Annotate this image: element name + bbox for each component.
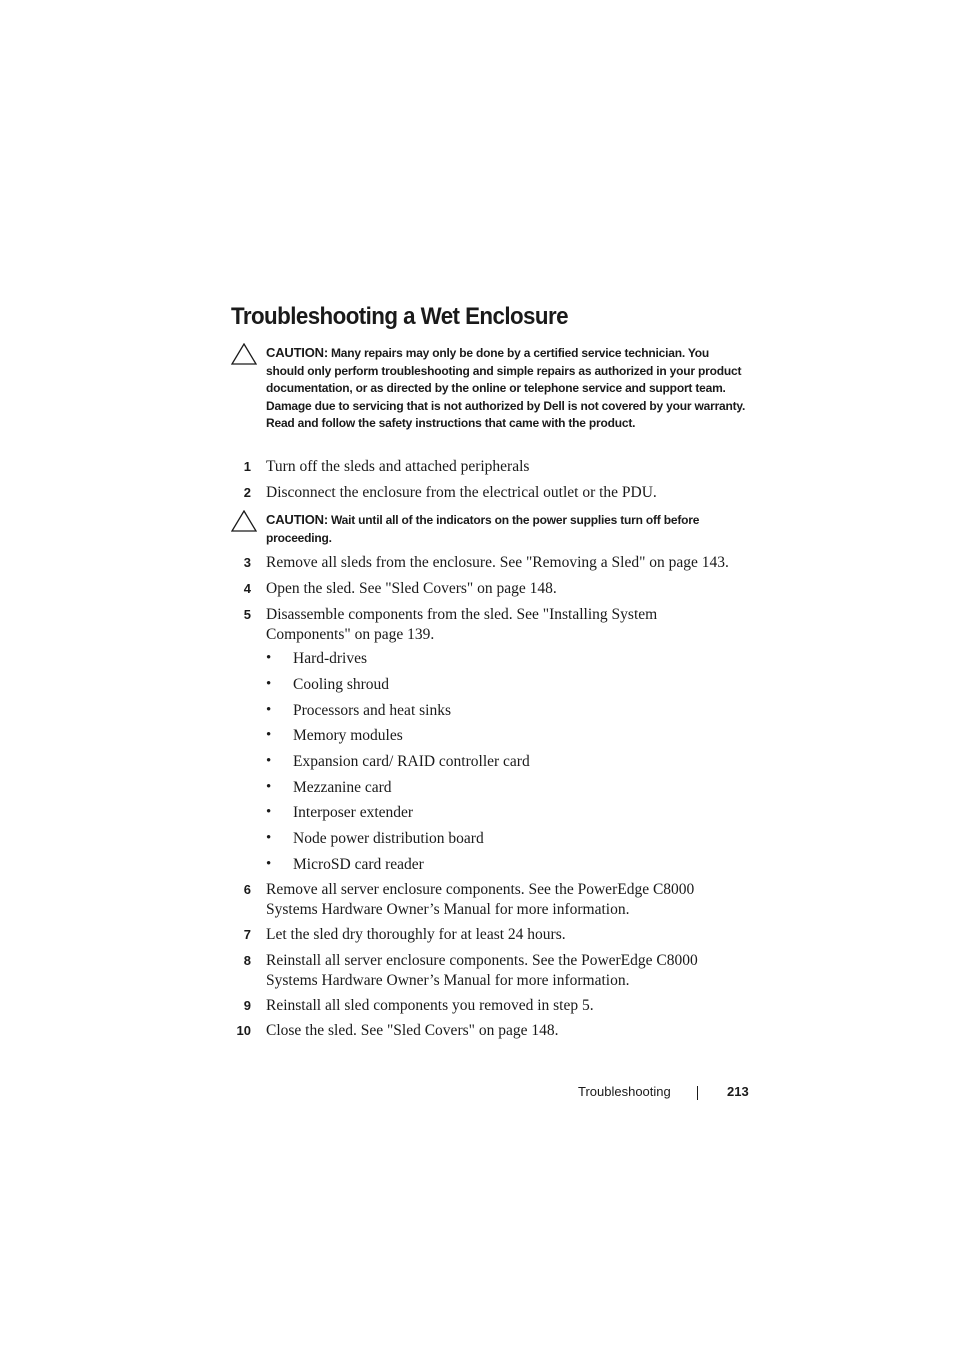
step-number: 9 (243, 998, 251, 1013)
caution-label: CAUTION: (266, 512, 328, 527)
caution-body: Wait until all of the indicators on the power supplies turn off before proceeding. (266, 513, 700, 545)
step-text: Disconnect the enclosure from the electrical outlet or the PDU. (266, 484, 657, 501)
caution-label: CAUTION: (266, 345, 328, 360)
bullet-icon: • (266, 830, 272, 846)
footer-section-name: Troubleshooting (578, 1084, 671, 1099)
bullet-icon: • (266, 779, 272, 795)
step-number: 5 (243, 607, 251, 622)
caution-icon (231, 343, 257, 365)
step-text: Turn off the sleds and attached peripherals (266, 458, 530, 475)
step-text: Open the sled. See "Sled Covers" on page 148. (266, 580, 557, 597)
list-item-text: Mezzanine card (293, 779, 392, 796)
list-item-text: Hard-drives (293, 650, 368, 667)
step-number: 1 (243, 459, 251, 474)
step-text: Let the sled dry thoroughly for at least 24 hours. (266, 926, 566, 943)
step-number: 4 (243, 581, 251, 596)
list-item-text: MicroSD card reader (293, 856, 424, 873)
caution-text (266, 344, 750, 433)
list-item-text: Expansion card/ RAID controller card (293, 753, 530, 770)
bullet-icon: • (266, 650, 272, 666)
step-text: Remove all server enclosure components. See the PowerEdge C8000 Systems Hardware Owner’s Manual for more information. (266, 881, 695, 918)
caution-text (266, 511, 750, 547)
list-item-text: Processors and heat sinks (293, 702, 451, 719)
caution-body: Many repairs may only be done by a certified service technician. You should only perform troubleshooting and simple repairs as authorized in your product documentation, or as directed by the online or telephone service and support team. Damage due to servicing that is not authorized by Dell is not covered by your warranty. Read and follow the safety instructions that came with the product. (266, 346, 746, 431)
bullet-icon: • (266, 804, 272, 820)
list-item-text: Interposer extender (293, 804, 414, 821)
bullet-icon: • (266, 856, 272, 872)
step-text: Disassemble components from the sled. See "Installing System Components" on page 139. (266, 606, 658, 643)
step-number: 10 (236, 1023, 251, 1038)
step-text: Reinstall all sled components you removed in step 5. (266, 997, 594, 1014)
bullet-icon: • (266, 676, 272, 692)
bullet-icon: • (266, 753, 272, 769)
list-item-text: Node power distribution board (293, 830, 484, 847)
step-number: 7 (243, 927, 251, 942)
list-item-text: Memory modules (293, 727, 403, 744)
step-number: 3 (243, 555, 251, 570)
step-number: 2 (243, 485, 251, 500)
caution-icon (231, 510, 257, 532)
page-title: Troubleshooting a Wet Enclosure (231, 303, 568, 330)
bullet-icon: • (266, 702, 272, 718)
footer-divider (697, 1086, 698, 1100)
step-text: Close the sled. See "Sled Covers" on page 148. (266, 1022, 559, 1039)
step-text: Remove all sleds from the enclosure. See "Removing a Sled" on page 143. (266, 554, 729, 571)
bullet-icon: • (266, 727, 272, 743)
step-number: 8 (243, 953, 251, 968)
page-number: 213 (727, 1084, 749, 1099)
list-item-text: Cooling shroud (293, 676, 390, 693)
step-text: Reinstall all server enclosure components. See the PowerEdge C8000 Systems Hardware Owner’s Manual for more information. (266, 952, 698, 989)
step-number: 6 (243, 882, 251, 897)
